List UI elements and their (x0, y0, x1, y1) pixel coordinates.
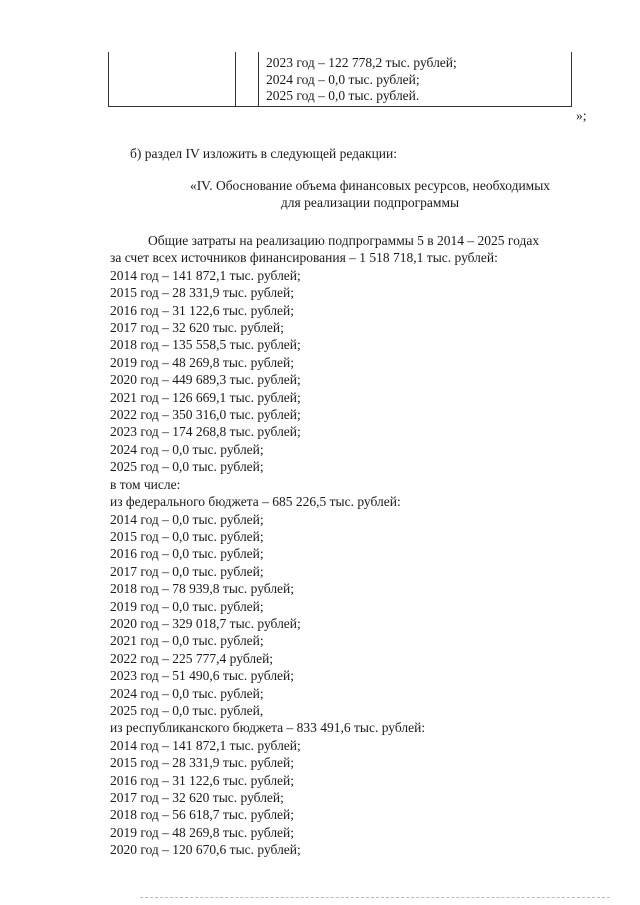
year-line: 2014 год – 141 872,1 тыс. рублей; (110, 737, 301, 753)
year-line: 2025 год – 0,0 тыс. рублей; (110, 459, 264, 475)
year-line: 2014 год – 141 872,1 тыс. рублей; (110, 267, 301, 283)
section-body (110, 232, 539, 859)
year-line: 2017 год – 32 620 тыс. рублей; (110, 320, 284, 336)
page-bottom-rule (140, 897, 610, 898)
year-line: 2018 год – 135 558,5 тыс. рублей; (110, 337, 301, 353)
table-column-divider (235, 52, 236, 106)
year-line: 2024 год – 0,0 тыс. рублей; (110, 685, 264, 701)
intro-line: Общие затраты на реализацию подпрограммы 5 в 2014 – 2025 годах (148, 233, 540, 248)
table-line: 2024 год – 0,0 тыс. рублей; (266, 71, 420, 87)
year-line: 2023 год – 51 490,6 тыс. рублей; (110, 668, 295, 684)
year-line: 2017 год – 0,0 тыс. рублей; (110, 563, 264, 579)
section-heading-line1: «IV. Обоснование объема финансовых ресурсов, необходимых (189, 178, 551, 193)
year-line: 2016 год – 0,0 тыс. рублей; (110, 546, 264, 562)
year-line: 2020 год – 449 689,3 тыс. рублей; (110, 372, 301, 388)
year-line: 2021 год – 126 669,1 тыс. рублей; (110, 389, 301, 405)
year-line: 2016 год – 31 122,6 тыс. рублей; (110, 302, 295, 318)
section-heading-line2: для реализации подпрограммы (280, 195, 460, 210)
year-line: 2018 год – 56 618,7 тыс. рублей; (110, 807, 295, 823)
republic-budget-header: из республиканского бюджета – 833 491,6 тыс. рублей: (110, 720, 426, 736)
subsection-line: б) раздел IV изложить в следующей редакции: (130, 146, 398, 161)
year-line: 2019 год – 48 269,8 тыс. рублей; (110, 824, 295, 840)
year-line: 2015 год – 28 331,9 тыс. рублей; (110, 285, 295, 301)
year-line: 2014 год – 0,0 тыс. рублей; (110, 511, 264, 527)
year-line: 2018 год – 78 939,8 тыс. рублей; (110, 581, 295, 597)
year-line: 2021 год – 0,0 тыс. рублей; (110, 633, 264, 649)
table-column-divider (258, 52, 259, 106)
table-fragment (108, 52, 572, 107)
federal-budget-header: из федерального бюджета – 685 226,5 тыс. рублей: (110, 494, 401, 510)
year-line: 2019 год – 48 269,8 тыс. рублей; (110, 354, 295, 370)
year-line: 2020 год – 120 670,6 тыс. рублей; (110, 842, 301, 858)
year-line: 2022 год – 350 316,0 тыс. рублей; (110, 407, 301, 423)
year-line: 2025 год – 0,0 тыс. рублей, (110, 702, 264, 718)
intro-line: за счет всех источников финансирования – 1 518 718,1 тыс. рублей: (110, 250, 498, 266)
year-line: 2024 год – 0,0 тыс. рублей; (110, 441, 264, 457)
table-line: 2023 год – 122 778,2 тыс. рублей; (266, 55, 457, 70)
year-line: 2019 год – 0,0 тыс. рублей; (110, 598, 264, 614)
year-line: 2023 год – 174 268,8 тыс. рублей; (110, 424, 301, 440)
year-line: 2020 год – 329 018,7 тыс. рублей; (110, 615, 301, 631)
table-cell-funding (266, 55, 457, 105)
year-line: 2015 год – 0,0 тыс. рублей; (110, 528, 264, 544)
including-line: в том числе: (110, 476, 181, 492)
year-line: 2017 год – 32 620 тыс. рублей; (110, 790, 284, 805)
year-line: 2022 год – 225 777,4 рублей; (110, 650, 274, 666)
table-line: 2025 год – 0,0 тыс. рублей. (266, 88, 420, 103)
year-line: 2015 год – 28 331,9 тыс. рублей; (110, 755, 295, 771)
closing-quote: »; (576, 108, 587, 123)
year-line: 2016 год – 31 122,6 тыс. рублей; (110, 772, 295, 788)
